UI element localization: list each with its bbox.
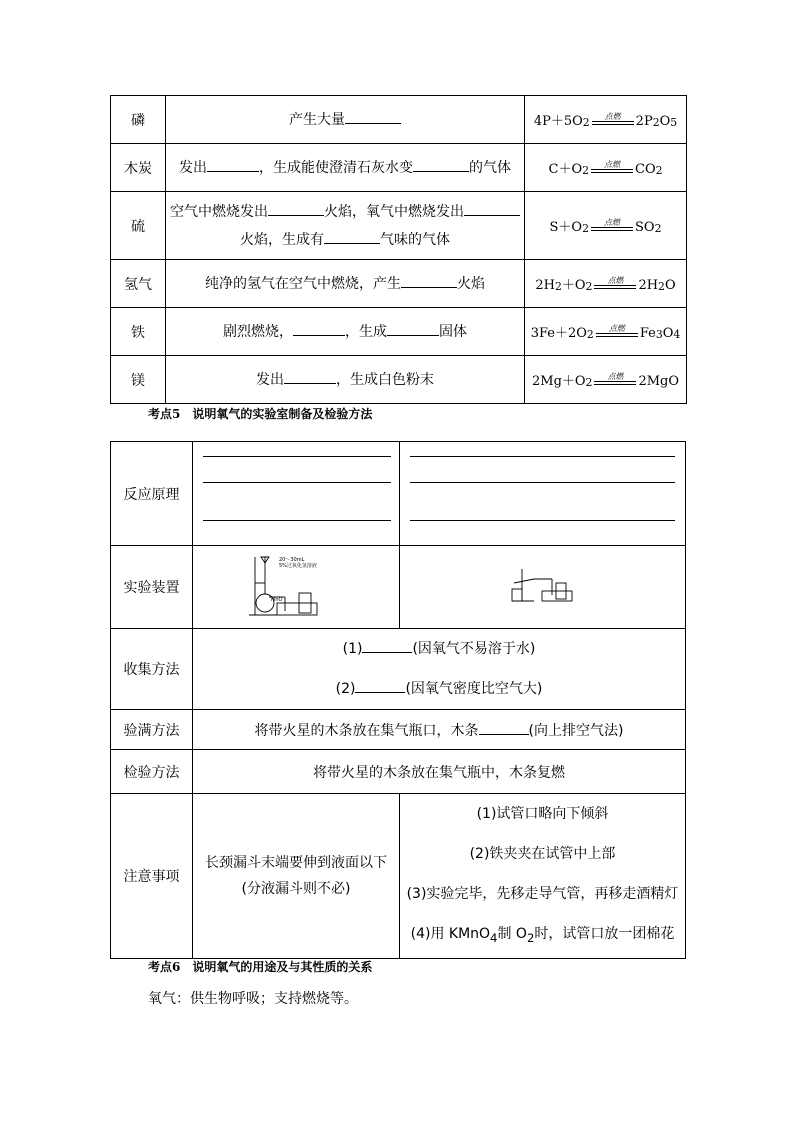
principle-blank-cell-right <box>400 442 686 546</box>
table-row <box>111 546 686 629</box>
note-item: (2)铁夹夹在试管中上部 <box>469 846 616 862</box>
phenomenon-cell: 空气中燃烧发出 火焰，氧气中燃烧发出 火焰，生成有 气味的气体 <box>166 192 525 260</box>
fill-blank <box>324 229 380 244</box>
svg-text:MnO: MnO <box>271 597 283 603</box>
phenomenon-cell: 发出 ，生成能使澄清石灰水变 的气体 <box>166 144 525 192</box>
row-label: 注意事项 <box>111 794 193 959</box>
fill-blank <box>413 157 469 172</box>
fill-blank <box>479 720 529 735</box>
equation-cell: C＋O $_2$ 点燃 CO 2 <box>525 144 687 192</box>
peroxide-apparatus-diagram <box>241 553 351 617</box>
svg-text:20～30mL: 20～30mL <box>279 557 305 563</box>
section-heading-6: 考点6 说明氧气的用途及与其性质的关系 <box>148 960 373 974</box>
fill-blank <box>268 201 324 216</box>
reaction-condition: 点燃 <box>592 112 634 129</box>
row-label: 收集方法 <box>111 629 193 710</box>
notes-left-cell: 长颈漏斗末端要伸到液面以下 (分液漏斗则不必) <box>193 794 400 959</box>
table-row <box>111 629 686 710</box>
row-label: 反应原理 <box>111 442 193 546</box>
fill-blank <box>401 273 457 288</box>
equation-cell: 2H 2 ＋O $_2$ 点燃 2H 2 O <box>525 260 687 308</box>
substance-name: 镁 <box>111 356 166 404</box>
table-row <box>111 356 687 404</box>
table-row <box>111 308 687 356</box>
body-paragraph: 氧气：供生物呼吸；支持燃烧等。 <box>148 991 358 1007</box>
equation-cell: 2Mg＋O $_2$ 点燃 2MgO <box>525 356 687 404</box>
apparatus-image-peroxide <box>193 546 400 629</box>
substance-name: 磷 <box>111 96 166 144</box>
note-item: (4)用 KMnO$_4$制 $O_2$时，试管口放一团棉花 <box>410 926 675 945</box>
table-row <box>111 144 687 192</box>
fill-blank <box>207 157 259 172</box>
principle-blank-cell-left <box>193 442 400 546</box>
fill-blank <box>345 109 401 124</box>
table-row <box>111 794 686 959</box>
table-row <box>111 192 687 260</box>
phenomenon-cell: 纯净的氢气在空气中燃烧，产生 火焰 <box>166 260 525 308</box>
substance-name: 木炭 <box>111 144 166 192</box>
reaction-condition: 点燃 <box>596 324 638 341</box>
note-item: (1)试管口略向下倾斜 <box>476 806 609 822</box>
lab-preparation-table <box>110 441 686 959</box>
test-method-cell: 将带火星的木条放在集气瓶中，木条复燃 <box>193 750 686 794</box>
note-item: (3)实验完毕，先移走导气管，再移走酒精灯 <box>406 886 679 902</box>
reaction-condition: 点燃 <box>591 160 633 177</box>
table-row <box>111 710 686 750</box>
row-label: 实验装置 <box>111 546 193 629</box>
table-row <box>111 96 687 144</box>
combustion-table <box>110 95 687 404</box>
equation-cell: 4P＋5O $_2$ 点燃 2P 2 O 5 <box>525 96 687 144</box>
heating-apparatus-diagram <box>508 565 578 605</box>
fill-blank <box>387 321 439 336</box>
substance-name: 氢气 <box>111 260 166 308</box>
fill-blank <box>464 201 520 216</box>
fill-blank <box>355 678 405 693</box>
collection-methods-cell: (1) (因氧气不易溶于水) (2) (因氧气密度比空气大) <box>193 629 686 710</box>
table-row <box>111 442 686 546</box>
svg-text:5%过氧化氢溶液: 5%过氧化氢溶液 <box>279 563 317 569</box>
phenomenon-cell: 产生大量 <box>166 96 525 144</box>
phenomenon-cell: 剧烈燃烧， ，生成 固体 <box>166 308 525 356</box>
reaction-condition: 点燃 <box>594 372 636 389</box>
substance-name: 铁 <box>111 308 166 356</box>
section-heading-5: 考点5 说明氧气的实验室制备及检验方法 <box>148 407 373 421</box>
reaction-condition: 点燃 <box>591 218 633 235</box>
full-check-cell: 将带火星的木条放在集气瓶口，木条 (向上排空气法) <box>193 710 686 750</box>
row-label: 检验方法 <box>111 750 193 794</box>
notes-right-cell <box>400 794 686 959</box>
equation-cell: 3Fe＋2O $_2$ 点燃 Fe 3 O 4 <box>525 308 687 356</box>
reaction-condition: 点燃 <box>594 276 636 293</box>
row-label: 验满方法 <box>111 710 193 750</box>
table-row <box>111 750 686 794</box>
fill-blank <box>362 638 412 653</box>
substance-name: 硫 <box>111 192 166 260</box>
fill-blank <box>293 321 345 336</box>
equation-cell: S＋O $_2$ 点燃 SO 2 <box>525 192 687 260</box>
fill-blank <box>284 369 336 384</box>
phenomenon-cell: 发出 ，生成白色粉末 <box>166 356 525 404</box>
apparatus-image-heating <box>400 546 686 629</box>
table-row <box>111 260 687 308</box>
